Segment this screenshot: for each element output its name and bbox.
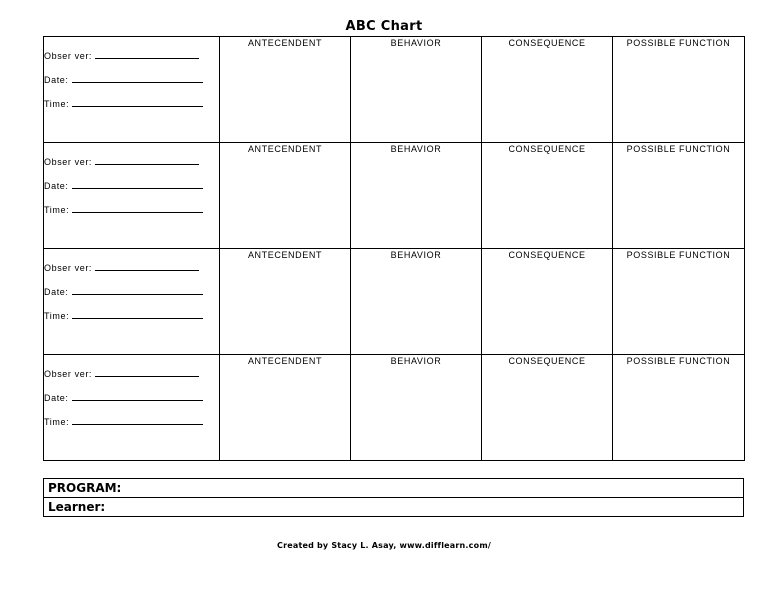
function-cell[interactable] [613,143,745,249]
consequence-cell[interactable] [482,37,613,143]
behavior-cell[interactable] [351,37,482,143]
date-blank-line[interactable] [72,293,203,295]
observation-row [44,37,745,143]
program-table [43,478,744,517]
date-field[interactable] [44,386,219,410]
behavior-header: BEHAVIOR [390,38,442,48]
observation-row [44,355,745,461]
program-field[interactable]: PROGRAM: [44,479,744,498]
consequence-cell[interactable] [482,143,613,249]
behavior-cell[interactable] [351,249,482,355]
function-header: POSSIBLE FUNCTION [626,250,731,260]
observer-label: Obser ver: [44,157,93,167]
function-cell[interactable] [613,249,745,355]
observer-label: Obser ver: [44,263,93,273]
consequence-header: CONSEQUENCE [508,38,586,48]
date-label: Date: [44,75,69,85]
time-label: Time: [44,99,70,109]
time-field[interactable] [44,304,219,328]
observation-info-cell [44,37,220,143]
observer-field[interactable] [44,150,219,174]
consequence-cell[interactable] [482,355,613,461]
behavior-header: BEHAVIOR [390,144,442,154]
function-cell[interactable] [613,37,745,143]
date-field[interactable] [44,68,219,92]
antecedent-cell[interactable] [220,355,351,461]
observer-field[interactable] [44,44,219,68]
consequence-header: CONSEQUENCE [508,356,586,366]
function-header: POSSIBLE FUNCTION [626,356,731,366]
behavior-cell[interactable] [351,355,482,461]
observer-label: Obser ver: [44,369,93,379]
antecedent-cell[interactable] [220,249,351,355]
observation-info-cell [44,249,220,355]
time-label: Time: [44,311,70,321]
consequence-header: CONSEQUENCE [508,250,586,260]
observer-blank-line[interactable] [95,57,199,59]
function-header: POSSIBLE FUNCTION [626,144,731,154]
behavior-header: BEHAVIOR [390,250,442,260]
observation-row [44,249,745,355]
observation-info-cell [44,143,220,249]
date-label: Date: [44,181,69,191]
antecedent-header: ANTECENDENT [247,250,323,260]
observer-blank-line[interactable] [95,375,199,377]
date-field[interactable] [44,280,219,304]
function-cell[interactable] [613,355,745,461]
date-blank-line[interactable] [72,187,203,189]
time-blank-line[interactable] [72,105,203,107]
date-blank-line[interactable] [72,81,203,83]
date-field[interactable] [44,174,219,198]
function-header: POSSIBLE FUNCTION [626,38,731,48]
observation-info-cell [44,355,220,461]
time-label: Time: [44,417,70,427]
date-label: Date: [44,393,69,403]
time-blank-line[interactable] [72,317,203,319]
date-label: Date: [44,287,69,297]
behavior-cell[interactable] [351,143,482,249]
observer-label: Obser ver: [44,51,93,61]
time-label: Time: [44,205,70,215]
consequence-cell[interactable] [482,249,613,355]
consequence-header: CONSEQUENCE [508,144,586,154]
date-blank-line[interactable] [72,399,203,401]
antecedent-header: ANTECENDENT [247,356,323,366]
abc-table [43,36,745,461]
antecedent-header: ANTECENDENT [247,38,323,48]
observer-field[interactable] [44,362,219,386]
time-blank-line[interactable] [72,423,203,425]
page-title: ABC Chart [345,19,423,34]
time-field[interactable] [44,92,219,116]
observer-blank-line[interactable] [95,269,199,271]
behavior-header: BEHAVIOR [390,356,442,366]
antecedent-cell[interactable] [220,143,351,249]
observer-field[interactable] [44,256,219,280]
antecedent-cell[interactable] [220,37,351,143]
learner-field[interactable]: Learner: [44,498,744,517]
antecedent-header: ANTECENDENT [247,144,323,154]
observer-blank-line[interactable] [95,163,199,165]
observation-row [44,143,745,249]
time-field[interactable] [44,198,219,222]
credit-line: Created by Stacy L. Asay, www.difflearn.com/ [277,541,491,550]
time-field[interactable] [44,410,219,434]
time-blank-line[interactable] [72,211,203,213]
